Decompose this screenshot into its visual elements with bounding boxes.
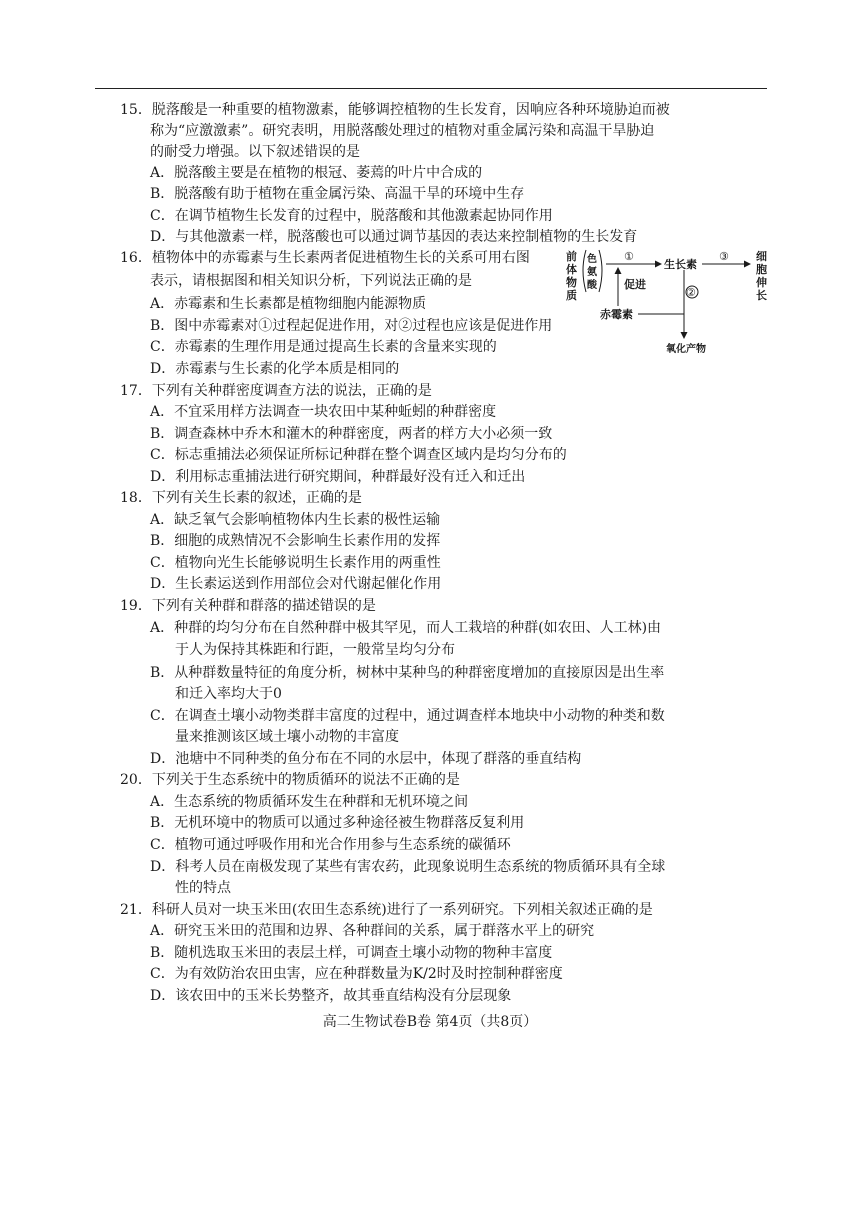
text-line: 和迁入率均大于0 (175, 686, 282, 702)
text-line: B．细胞的成熟情况不会影响生长素作用的发挥 (150, 533, 441, 549)
text-line: D．赤霉素与生长素的化学本质是相同的 (150, 361, 400, 377)
text-line: 16．植物体中的赤霉素与生长素两者促进植物生长的关系可用右图 (120, 250, 530, 266)
text-line: A．种群的均匀分布在自然种群中极其罕见，而人工栽培的种群(如农田、人工林)由 (150, 620, 662, 636)
text-line: D．该农田中的玉米长势整齐，故其垂直结构没有分层现象 (150, 988, 512, 1004)
precursor-paren-char-2: 氨 (587, 267, 597, 278)
text-line: 19．下列有关种群和群落的描述错误的是 (120, 598, 376, 614)
text-line: 称为“应激激素”。研究表明，用脱落酸处理过的植物对重金属污染和高温干旱胁迫 (150, 123, 655, 139)
text-line: D．生长素运送到作用部位会对代谢起催化作用 (150, 576, 442, 592)
text-line: C．赤霉素的生理作用是通过提高生长素的含量来实现的 (150, 339, 497, 355)
text-line: D．池塘中不同种类的鱼分布在不同的水层中，体现了群落的垂直结构 (150, 751, 582, 767)
precursor-char-1: 前 (566, 250, 577, 263)
text-line: 20．下列关于生态系统中的物质循环的说法不正确的是 (120, 772, 460, 788)
text-line: C．植物向光生长能够说明生长素作用的两重性 (150, 555, 441, 571)
result-char-4: 长 (756, 289, 767, 302)
precursor-char-3: 物 (566, 276, 577, 289)
step3-label: ③ (719, 250, 729, 263)
text-line: A．生态系统的物质循环发生在种群和无机环境之间 (150, 794, 469, 810)
result-char-2: 胞 (756, 263, 767, 276)
step1-label: ① (624, 250, 634, 263)
text-line: 表示，请根据图和相关知识分析，下列说法正确的是 (150, 273, 472, 289)
text-line: B．图中赤霉素对①过程起促进作用，对②过程也应该是促进作用 (150, 318, 553, 334)
text-line: A．脱落酸主要是在植物的根冠、萎蔫的叶片中合成的 (150, 165, 483, 181)
hormone-relationship-diagram (566, 248, 776, 356)
text-line: C．为有效防治农田虫害，应在种群数量为K/2时及时控制种群密度 (150, 966, 563, 982)
text-line: 的耐受力增强。以下叙述错误的是 (150, 144, 360, 160)
text-line: C．在调节植物生长发育的过程中，脱落酸和其他激素起协同作用 (150, 208, 553, 224)
page-footer: 高二生物试卷B卷 第4页（共8页） (322, 1014, 538, 1030)
text-line: B．从种群数量特征的角度分析，树林中某种鸟的种群密度增加的直接原因是出生率 (150, 665, 665, 681)
gibberellin-label: 赤霉素 (600, 308, 633, 321)
text-line: C．标志重捕法必须保证所标记种群在整个调查区域内是均匀分布的 (150, 447, 567, 463)
auxin-label: 生长素 (664, 258, 697, 271)
text-line: 性的特点 (175, 880, 231, 896)
text-line: 量来推测该区域土壤小动物的丰富度 (175, 729, 399, 745)
promote-label: 促进 (624, 278, 646, 291)
text-line: B．脱落酸有助于植物在重金属污染、高温干旱的环境中生存 (150, 186, 525, 202)
oxidation-label: 氧化产物 (666, 344, 706, 355)
precursor-paren (583, 250, 586, 292)
text-line: A．不宜采用样方法调查一块农田中某种蚯蚓的种群密度 (150, 404, 497, 420)
text-line: C．在调查土壤小动物类群丰富度的过程中，通过调查样本地块中小动物的种类和数 (150, 708, 665, 724)
text-line: 17．下列有关种群密度调查方法的说法，正确的是 (120, 383, 432, 399)
precursor-paren-char-1: 色 (587, 254, 597, 265)
text-line: A．缺乏氧气会影响植物体内生长素的极性运输 (150, 512, 441, 528)
text-line: A．赤霉素和生长素都是植物细胞内能源物质 (150, 296, 427, 312)
precursor-paren-close (599, 250, 602, 292)
text-line: D．与其他激素一样，脱落酸也可以通过调节基因的表达来控制植物的生长发育 (150, 229, 638, 245)
text-line: B．调查森林中乔木和灌木的种群密度，两者的样方大小必须一致 (150, 426, 553, 442)
text-line: A．研究玉米田的范围和边界、各种群间的关系，属于群落水平上的研究 (150, 923, 595, 939)
text-line: 21．科研人员对一块玉米田(农田生态系统)进行了一系列研究。下列相关叙述正确的是 (120, 902, 653, 918)
text-line: D．利用标志重捕法进行研究期间，种群最好没有迁入和迁出 (150, 469, 526, 485)
result-char-1: 细 (756, 250, 767, 263)
precursor-paren-char-3: 酸 (587, 280, 597, 291)
header-rule (95, 88, 767, 89)
precursor-char-4: 质 (566, 289, 577, 302)
text-line: B．无机环境中的物质可以通过多种途径被生物群落反复利用 (150, 815, 525, 831)
text-line: 于人为保持其株距和行距，一般常呈均匀分布 (175, 642, 455, 658)
text-line: B．随机选取玉米田的表层土样，可调查土壤小动物的物种丰富度 (150, 945, 553, 961)
text-line: C．植物可通过呼吸作用和光合作用参与生态系统的碳循环 (150, 837, 511, 853)
result-char-3: 伸 (756, 276, 767, 289)
precursor-char-2: 体 (566, 263, 577, 276)
text-line: 18．下列有关生长素的叙述，正确的是 (120, 490, 362, 506)
text-line: D．科考人员在南极发现了某些有害农药，此现象说明生态系统的物质循环具有全球 (150, 859, 666, 875)
text-line: 15．脱落酸是一种重要的植物激素，能够调控植物的生长发育，因响应各种环境胁迫而被 (120, 102, 670, 118)
step2-label: ② (686, 286, 696, 299)
